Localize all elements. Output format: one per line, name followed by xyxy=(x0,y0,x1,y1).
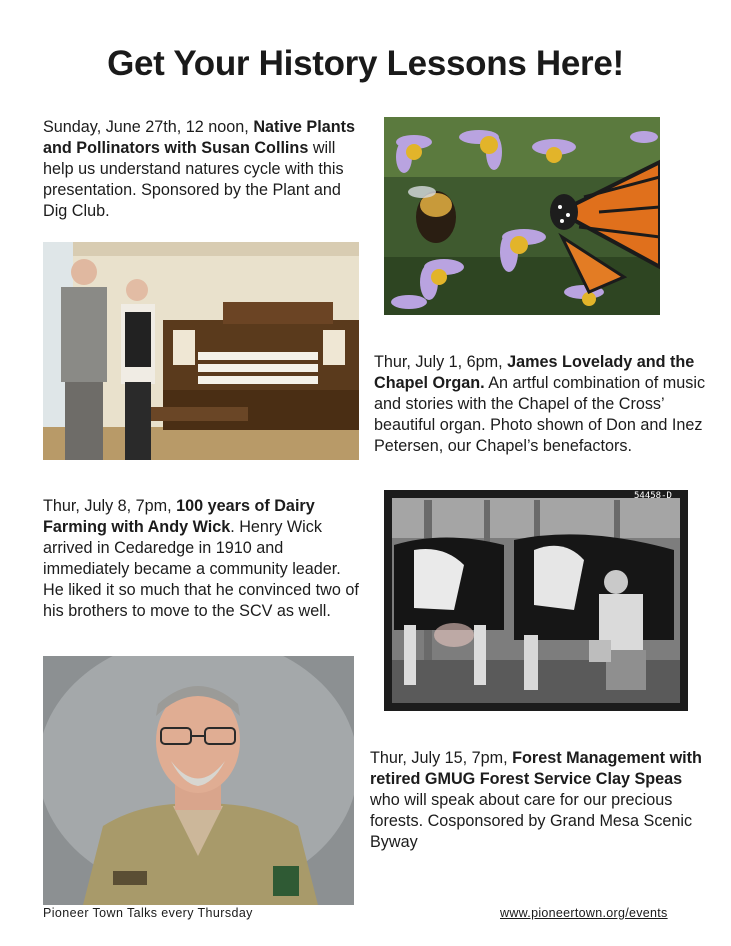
event-forest-management xyxy=(370,748,710,853)
event-native-plants xyxy=(43,117,363,222)
event-description: An artful combination of music and stories with the Chapel of the Cross’ beautiful organ. Photo shown of Don and Inez Petersen, our Chapel’s benefactors. xyxy=(374,374,706,455)
dairy-barn-photo xyxy=(384,490,688,711)
event-description: who will speak about care for our precious forests. Cosponsored by Grand Mesa Scenic Byway xyxy=(370,791,693,851)
event-date: Thur, July 8, 7pm, xyxy=(43,497,177,515)
event-title: James Lovelady and the Chapel Organ. xyxy=(374,353,695,392)
event-description: . Henry Wick arrived in Cedaredge in 1910 and immediately became a community leader. He liked it so much that he convinced two of his brothers to move to the SCV as well. xyxy=(43,518,359,620)
page-title: Get Your History Lessons Here! xyxy=(107,44,624,83)
butterfly-bee-photo xyxy=(384,117,660,315)
event-title: Forest Management with retired GMUG Forest Service Clay Speas xyxy=(370,749,702,788)
event-date: Thur, July 15, 7pm, xyxy=(370,749,513,767)
event-date: Sunday, June 27th, 12 noon, xyxy=(43,118,254,136)
event-chapel-organ xyxy=(374,352,714,457)
photo-stamp: 54458-D xyxy=(634,491,672,501)
events-link[interactable]: www.pioneertown.org/events xyxy=(500,906,668,920)
event-date: Thur, July 1, 6pm, xyxy=(374,353,508,371)
chapel-organ-photo xyxy=(43,242,359,460)
event-title: 100 years of Dairy Farming with Andy Wick xyxy=(43,497,315,536)
clay-speas-portrait xyxy=(43,656,354,905)
event-description: will help us understand natures cycle with this presentation. Sponsored by the Plant and Dig Club. xyxy=(43,139,344,220)
event-title: Native Plants and Pollinators with Susan Collins xyxy=(43,118,355,157)
footer-tagline: Pioneer Town Talks every Thursday xyxy=(43,906,253,920)
event-dairy-farming xyxy=(43,496,363,622)
